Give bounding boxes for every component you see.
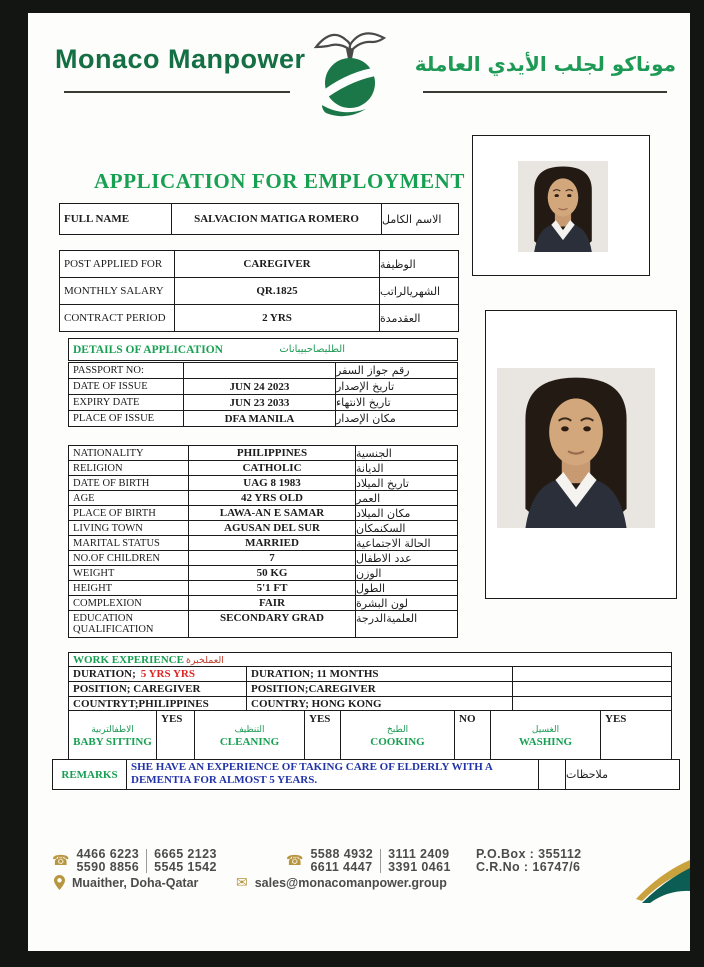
skill-babysitting-value: YES: [156, 710, 194, 760]
field-label: MARITAL STATUS: [68, 535, 188, 550]
field-label: POST APPLIED FOR: [59, 250, 174, 277]
empty-cell: [512, 666, 672, 681]
remarks-text: SHE HAVE AN EXPERIENCE OF TAKING CARE OF ELDERLY WITH A DEMENTIA FOR ALMOST 5 YEARS.: [126, 759, 538, 789]
field-label-ar: الشهريالراتب: [379, 277, 459, 304]
field-value: FAIR: [188, 595, 355, 610]
field-label-ar: مكان الميلاد: [355, 505, 458, 520]
empty-cell: [512, 696, 672, 711]
phone-number: 5588 4932: [310, 847, 374, 861]
duration-2: DURATION; 11 MONTHS: [246, 666, 512, 681]
divider: [146, 849, 147, 873]
post-applied-table: [59, 250, 459, 332]
footer-registration: [476, 848, 582, 874]
empty-cell: [538, 759, 565, 789]
field-value: PHILIPPINES: [188, 445, 355, 460]
field-label-ar: رقم جواز السفر: [335, 362, 458, 378]
skill-cooking: الطبخ COOKING: [340, 710, 454, 760]
field-label-ar: تاريخ الإصدار: [335, 378, 458, 394]
remarks-label: REMARKS: [52, 759, 126, 789]
field-label-ar: الديانة: [355, 460, 458, 475]
field-label: PLACE OF ISSUE: [68, 410, 183, 426]
field-label: NO.OF CHILDREN: [68, 550, 188, 565]
passport-details-table: [68, 362, 458, 427]
applicant-photo: [518, 161, 608, 252]
phone-icon: ☎: [286, 853, 304, 869]
full-name-value: SALVACION MATIGA ROMERO: [171, 203, 381, 234]
country-2: COUNTRY; HONG KONG: [246, 696, 512, 711]
personal-details-table: [68, 445, 458, 638]
field-value: 7: [188, 550, 355, 565]
field-label-ar: الوظيفة: [379, 250, 459, 277]
work-experience-label: WORK EXPERIENCE: [73, 654, 184, 666]
field-label-ar: العلميةالدرجة: [355, 610, 458, 637]
field-label-ar: العقدمدة: [379, 304, 459, 331]
field-label-ar: الجنسية: [355, 445, 458, 460]
skill-washing: الغسيل WASHING: [490, 710, 600, 760]
position-2: POSITION;CAREGIVER: [246, 681, 512, 696]
field-label-ar: الحالة الاجتماعية: [355, 535, 458, 550]
phone-number: 6665 2123: [154, 847, 217, 861]
phone-number: 3111 2409: [388, 847, 450, 861]
field-label-ar: مكان الإصدار: [335, 410, 458, 426]
field-label-ar: تاريخ الميلاد: [355, 475, 458, 490]
field-label: PLACE OF BIRTH: [68, 505, 188, 520]
field-value: JUN 24 2023: [183, 378, 335, 394]
footer-phones-1: [52, 848, 217, 874]
details-header-label-ar: الطلبصاحبيبانات: [279, 344, 345, 355]
corner-swoosh-decoration: [634, 859, 690, 903]
field-label-ar: تاريخ الانتهاء: [335, 394, 458, 410]
field-label: LIVING TOWN: [68, 520, 188, 535]
field-label-ar: الوزن: [355, 565, 458, 580]
field-value: 42 YRS OLD: [188, 490, 355, 505]
field-label-ar: السكنمكان: [355, 520, 458, 535]
skill-washing-value: YES: [600, 710, 672, 760]
field-label: HEIGHT: [68, 580, 188, 595]
page-title: APPLICATION FOR EMPLOYMENT: [94, 169, 466, 193]
empty-cell: [512, 681, 672, 696]
footer-address: [54, 875, 198, 890]
footer-phones-2: [286, 848, 451, 874]
field-value: MARRIED: [188, 535, 355, 550]
field-value: SECONDARY GRAD: [188, 610, 355, 637]
field-label: NATIONALITY: [68, 445, 188, 460]
field-label: DATE OF BIRTH: [68, 475, 188, 490]
details-header-label: DETAILS OF APPLICATION: [73, 343, 223, 356]
address-text: Muaither, Doha-Qatar: [72, 875, 199, 890]
field-value: AGUSAN DEL SUR: [188, 520, 355, 535]
phone-number: 6611 4447: [310, 860, 373, 874]
header-rule-left: [64, 91, 290, 93]
field-label: MONTHLY SALARY: [59, 277, 174, 304]
applicant-photo-box-large: [485, 310, 677, 599]
email-icon: ✉: [236, 875, 248, 891]
field-label: AGE: [68, 490, 188, 505]
email-text: sales@monacomanpower.group: [254, 876, 447, 890]
work-experience-label-ar: العملخبرة: [185, 654, 224, 666]
field-label: CONTRACT PERIOD: [59, 304, 174, 331]
details-section-header: [68, 338, 458, 361]
field-value: LAWA-AN E SAMAR: [188, 505, 355, 520]
field-value: DFA MANILA: [183, 410, 335, 426]
field-label: EXPIRY DATE: [68, 394, 183, 410]
position-1: POSITION; CAREGIVER: [68, 681, 246, 696]
duration-label: DURATION;: [73, 668, 136, 680]
location-pin-icon: [54, 875, 65, 890]
field-label: RELIGION: [68, 460, 188, 475]
field-value: CATHOLIC: [188, 460, 355, 475]
field-label-ar: لون البشرة: [355, 595, 458, 610]
duration-value: 5 YRS YRS: [140, 668, 195, 680]
footer-email: [236, 875, 447, 891]
field-value: 2 YRS: [174, 304, 379, 331]
full-name-label-ar: الاسم الكامل: [381, 203, 459, 234]
po-box: P.O.Box : 355112: [476, 847, 582, 861]
phone-number: 4466 6223: [76, 847, 140, 861]
skill-cooking-value: NO: [454, 710, 490, 760]
passport-photo-box: [472, 135, 650, 276]
phone-number: 5545 1542: [154, 860, 217, 874]
field-label-ar: الطول: [355, 580, 458, 595]
remarks-table: [52, 759, 680, 790]
cr-number: C.R.No : 16747/6: [476, 860, 581, 874]
full-name-table: [59, 203, 459, 235]
country-1: COUNTRYT;PHILIPPINES: [68, 696, 246, 711]
field-label: PASSPORT NO:: [68, 362, 183, 378]
field-value: UAG 8 1983: [188, 475, 355, 490]
field-value: 50 KG: [188, 565, 355, 580]
skills-table: [68, 710, 672, 761]
field-value: JUN 23 2033: [183, 394, 335, 410]
phone-number: 5590 8856: [76, 860, 140, 874]
field-label-ar: العمر: [355, 490, 458, 505]
work-experience-table: [68, 666, 672, 712]
divider: [380, 849, 381, 873]
skill-cleaning: التنظيف CLEANING: [194, 710, 304, 760]
application-form-sheet: [28, 13, 690, 951]
brand-name: Monaco Manpower: [55, 44, 306, 74]
field-value: CAREGIVER: [174, 250, 379, 277]
field-label: DATE OF ISSUE: [68, 378, 183, 394]
field-value: QR.1825: [174, 277, 379, 304]
field-label: EDUCATION QUALIFICATION: [68, 610, 188, 637]
brand-name-arabic: موناكو لجلب الأيدي العاملة: [414, 52, 676, 76]
field-label: COMPLEXION: [68, 595, 188, 610]
field-value: 5'1 FT: [188, 580, 355, 595]
company-logo-bird-globe-icon: [302, 23, 398, 119]
field-label-ar: عدد الاطفال: [355, 550, 458, 565]
remarks-label-ar: ملاحظات: [565, 759, 680, 789]
header-rule-right: [423, 91, 667, 93]
applicant-photo-large: [497, 368, 655, 528]
field-value: [183, 362, 335, 378]
field-label: WEIGHT: [68, 565, 188, 580]
skill-cleaning-value: YES: [304, 710, 340, 760]
full-name-label: FULL NAME: [59, 203, 171, 234]
phone-number: 3391 0461: [388, 860, 451, 874]
phone-icon: ☎: [52, 853, 70, 869]
skill-babysitting: الاطفالتربية BABY SITTING: [68, 710, 156, 760]
